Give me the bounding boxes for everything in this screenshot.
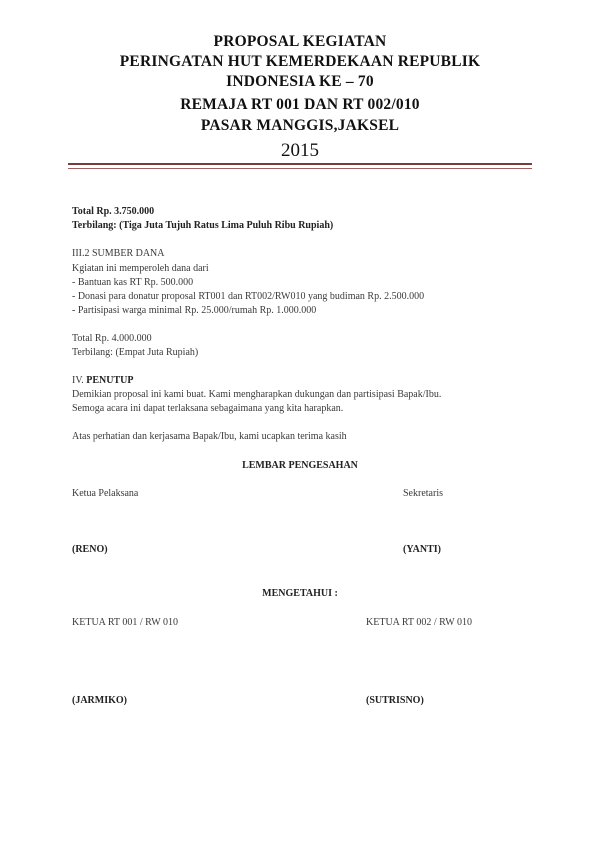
expense-total: Total Rp. 3.750.000 (72, 206, 155, 217)
closing-paragraph-line-1: Demikian proposal ini kami buat. Kami mengharapkan dukungan dan partisipasi Bapak/Ibu. (72, 389, 442, 400)
closing-heading-number: IV. (72, 375, 87, 386)
signer-role-secretary: Sekretaris (403, 488, 443, 499)
title-line-3: INDONESIA KE – 70 (226, 73, 374, 90)
funding-item: - Partisipasi warga minimal Rp. 25.000/rumah Rp. 1.000.000 (72, 305, 317, 316)
funding-heading: III.2 SUMBER DANA (72, 248, 165, 259)
acknowledge-heading: MENGETAHUI : (262, 588, 338, 599)
closing-thanks: Atas perhatian dan kerjasama Bapak/Ibu, kami ucapkan terima kasih (72, 431, 347, 442)
funding-total: Total Rp. 4.000.000 (72, 333, 152, 344)
header-divider-thin (68, 168, 532, 169)
expense-total-spelled: Terbilang: (Tiga Juta Tujuh Ratus Lima Puluh Ribu Rupiah) (72, 220, 334, 231)
closing-heading-text: PENUTUP (86, 375, 134, 386)
funding-item: - Donasi para donatur proposal RT001 dan RT002/RW010 yang budiman Rp. 2.500.000 (72, 291, 425, 302)
closing-paragraph-line-2: Semoga acara ini dapat terlaksana sebagaimana yang kita harapkan. (72, 403, 344, 414)
signer-name-rt001: (JARMIKO) (72, 695, 127, 706)
signer-name-chairman: (RENO) (72, 544, 108, 555)
signer-name-rt002: (SUTRISNO) (366, 695, 424, 706)
title-year: 2015 (281, 140, 319, 161)
closing-heading (72, 375, 134, 386)
title-line-5: PASAR MANGGIS,JAKSEL (200, 117, 400, 134)
signer-role-chairman: Ketua Pelaksana (72, 488, 139, 499)
title-line-4: REMAJA RT 001 DAN RT 002/010 (180, 96, 420, 113)
title-line-1: PROPOSAL KEGIATAN (213, 33, 387, 50)
approval-heading: LEMBAR PENGESAHAN (242, 460, 358, 471)
signer-role-rt001: KETUA RT 001 / RW 010 (72, 617, 178, 628)
header-divider-thick (68, 163, 532, 165)
funding-intro: Kgiatan ini memperoleh dana dari (72, 263, 209, 274)
funding-item: - Bantuan kas RT Rp. 500.000 (72, 277, 194, 288)
title-line-2: PERINGATAN HUT KEMERDEKAAN REPUBLIK (119, 53, 481, 70)
signer-role-rt002: KETUA RT 002 / RW 010 (366, 617, 472, 628)
funding-total-spelled: Terbilang: (Empat Juta Rupiah) (72, 347, 199, 358)
signer-name-secretary: (YANTI) (403, 544, 441, 555)
